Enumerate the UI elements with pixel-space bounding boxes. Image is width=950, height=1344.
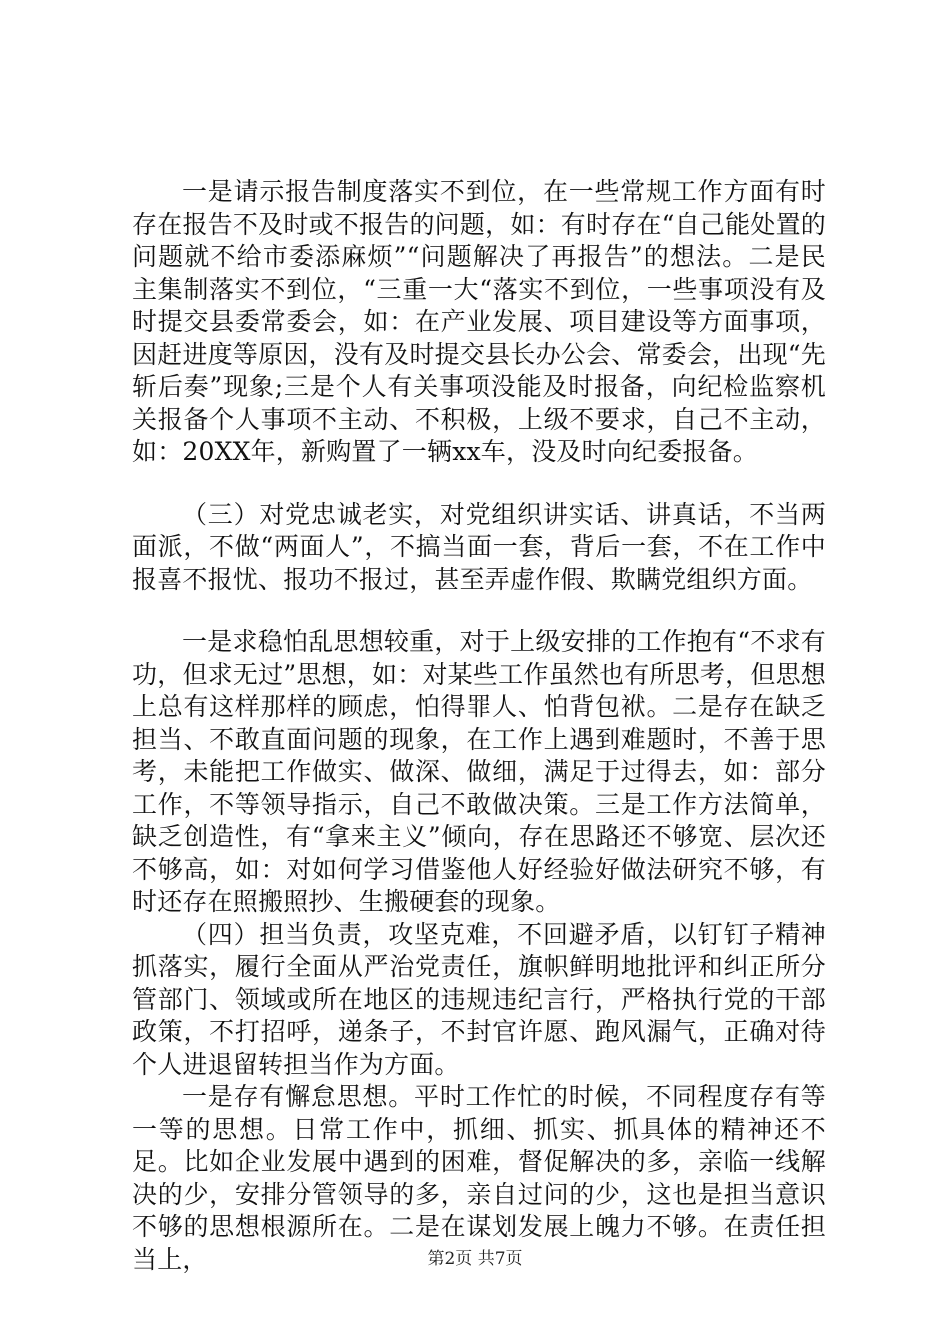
paragraph-stability-thinking: 一是求稳怕乱思想较重，对于上级安排的工作抱有“不求有功，但求无过”思想，如：对某些工作虽然也有所思考，但思想上总有这样那样的顾虑，怕得罪人、怕背包袱。二是存在缺乏担当、不敢直面问题的现象，在工作上遇到难题时，不善于思考，未能把工作做实、做深、做细，满足于过得去，如：部分工作，不等领导指示，自己不敢做决策。三是工作方法简单，缺乏创造性，有“拿来主义”倾向，存在思路还不够宽、层次还不够高，如：对如何学习借鉴他人好经验好做法研究不够，有时还存在照搬照抄、生搬硬套的现象。	[132, 627, 826, 916]
document-body	[132, 176, 826, 1276]
page-footer: 第2页 共7页	[427, 1249, 523, 1269]
paragraph-slack-thinking: 一是存有懈怠思想。平时工作忙的时候，不同程度存有等一等的思想。日常工作中，抓细、抓实、抓具体的精神还不足。比如企业发展中遇到的困难，督促解决的多，亲临一线解决的少，安排分管领导的多，亲自过问的少，这也是担当意识不够的思想根源所在。二是在谋划发展上魄力不够。在责任担当上，	[132, 1082, 826, 1274]
paragraph-section-four-heading: （四）担当负责，攻坚克难，不回避矛盾，以钉钉子精神抓落实，履行全面从严治党责任，旗帜鲜明地批评和纠正所分管部门、领域或所在地区的违规违纪言行，严格执行党的干部政策，不打招呼，递条子，不封官许愿、跑风漏气，正确对待个人进退留转担当作为方面。	[132, 919, 826, 1079]
paragraph-report-system: 一是请示报告制度落实不到位，在一些常规工作方面有时存在报告不及时或不报告的问题，如：有时存在“自己能处置的问题就不给市委添麻烦”“问题解决了再报告”的想法。二是民主集制落实不到位，“三重一大“落实不到位，一些事项没有及时提交县委常委会，如：在产业发展、项目建设等方面事项，因赶进度等原因，没有及时提交县长办公会、常委会，出现“先斩后奏”现象;三是个人有关事项没能及时报备，向纪检监察机关报备个人事项不主动、不积极，上级不要求，自己不主动，如：20XX年，新购置了一辆xx车，没及时向纪委报备。	[132, 177, 826, 466]
paragraph-section-three-heading: （三）对党忠诚老实，对党组织讲实话、讲真话，不当两面派，不做“两面人”，不搞当面一套，背后一套，不在工作中报喜不报忧、报功不报过，甚至弄虚作假、欺瞒党组织方面。	[132, 499, 826, 594]
